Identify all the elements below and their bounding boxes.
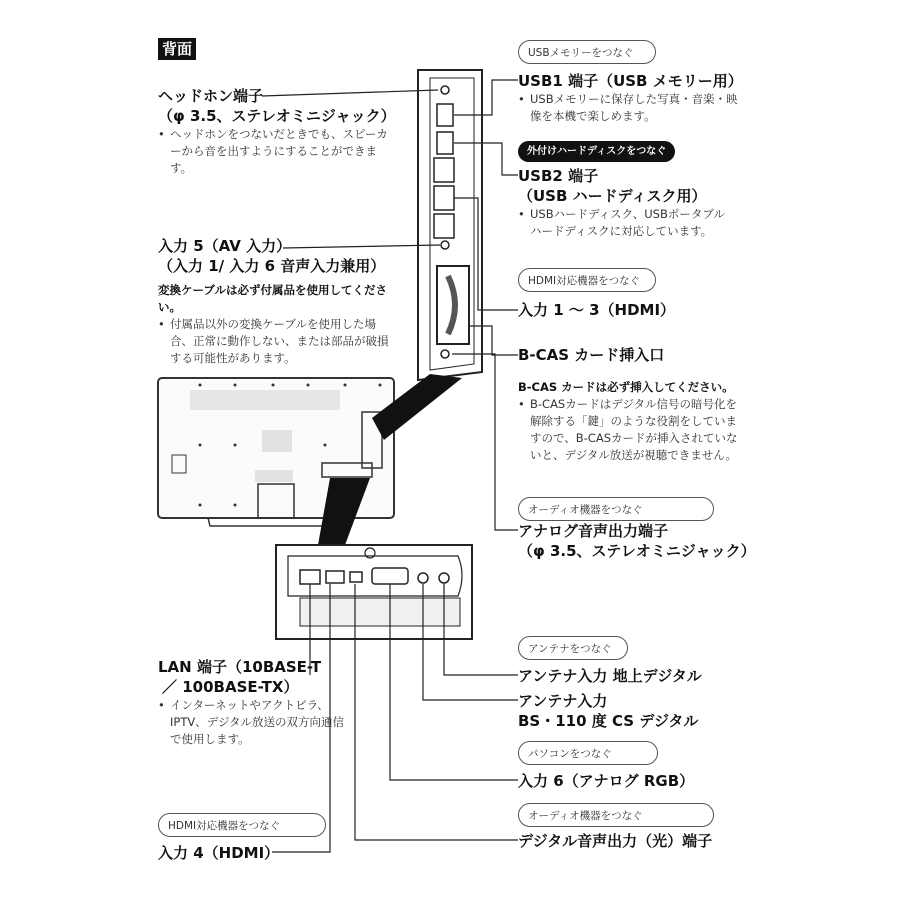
audio-out-title: アナログ音声出力端子 xyxy=(518,522,669,540)
audio-out-subtitle: （φ 3.5、ステレオミニジャック） xyxy=(518,542,756,560)
usb2-block xyxy=(518,166,733,240)
usb2-note: • USBハードディスク、USBポータブルハードディスクに対応しています。 xyxy=(518,206,733,240)
headphone-subtitle: （φ 3.5、ステレオミニジャック） xyxy=(158,107,396,125)
bcas-notes xyxy=(518,396,743,464)
input5-title: 入力 5（AV 入力） xyxy=(158,237,292,255)
bcas-note: • B-CASカードはデジタル信号の暗号化を解除する「鍵」のような役割をしていますので、B-CASカードが挿入されていないと、デジタル放送が視聴できません。 xyxy=(518,396,743,464)
headphone-notes xyxy=(158,126,398,177)
lan-notes xyxy=(158,697,348,748)
usb1-title: USB1 端子（USB メモリー用） xyxy=(518,72,743,90)
lan-block xyxy=(158,657,348,748)
input5-subtitle: （入力 1/ 入力 6 音声入力兼用） xyxy=(158,257,386,275)
optical-connect-pill: オーディオ機器をつなぐ xyxy=(518,803,714,827)
usb2-subtitle: （USB ハードディスク用） xyxy=(518,187,707,205)
optical-title: デジタル音声出力（光）端子 xyxy=(518,832,713,850)
lan-subtitle: ／ 100BASE-TX） xyxy=(162,678,299,696)
usb1-note: • USBメモリーに保存した写真・音楽・映像を本機で楽しめます。 xyxy=(518,91,738,125)
pc-title: 入力 6（アナログ RGB） xyxy=(518,772,695,790)
usb2-notes xyxy=(518,206,733,240)
audio-out-block xyxy=(518,521,756,561)
usb1-connect-pill: USBメモリーをつなぐ xyxy=(518,40,656,64)
input5-block xyxy=(158,236,393,367)
lan-title: LAN 端子（10BASE-T xyxy=(158,658,322,676)
side-terminal-panel xyxy=(418,70,482,380)
lan-note: • インターネットやアクトビラ、IPTV、デジタル放送の双方向通信で使用します。 xyxy=(158,697,348,748)
section-label: 背面 xyxy=(158,38,196,60)
antenna-connect-pill: アンテナをつなぐ xyxy=(518,636,628,660)
antenna-bs-subtitle: BS・110 度 CS デジタル xyxy=(518,712,699,730)
usb2-title: USB2 端子 xyxy=(518,167,599,185)
usb2-connect-pill: 外付けハードディスクをつなぐ xyxy=(518,141,675,162)
input5-note: • 付属品以外の変換ケーブルを使用した場合、正常に動作しない、または部品が破損する可能性があります。 xyxy=(158,316,393,367)
antenna-bs-block xyxy=(518,691,698,731)
usb1-block xyxy=(518,71,743,125)
input4-connect-pill: HDMI対応機器をつなぐ xyxy=(158,813,326,837)
pc-connect-pill: パソコンをつなぐ xyxy=(518,741,658,765)
antenna-terrestrial-title: アンテナ入力 地上デジタル xyxy=(518,667,702,685)
headphone-note: • ヘッドホンをつないだときでも、スピーカーから音を出すようにすることができます。 xyxy=(158,126,398,177)
hdmi13-title: 入力 1 ～ 3（HDMI） xyxy=(518,301,676,319)
headphone-title: ヘッドホン端子 xyxy=(158,87,264,105)
audio-out-connect-pill: オーディオ機器をつなぐ xyxy=(518,497,714,521)
bcas-warning: B-CAS カードは必ず挿入してください。 xyxy=(518,380,734,394)
input5-notes xyxy=(158,316,393,367)
bcas-block xyxy=(518,345,743,464)
antenna-bs-title: アンテナ入力 xyxy=(518,692,608,710)
bcas-title: B-CAS カード挿入口 xyxy=(518,346,665,364)
input5-warning: 変換ケーブルは必ず付属品を使用してください。 xyxy=(158,283,387,314)
usb1-notes xyxy=(518,91,738,125)
input4-title: 入力 4（HDMI） xyxy=(158,844,280,862)
bottom-terminal-panel xyxy=(276,545,472,639)
headphone-block xyxy=(158,86,398,177)
hdmi13-connect-pill: HDMI対応機器をつなぐ xyxy=(518,268,656,292)
